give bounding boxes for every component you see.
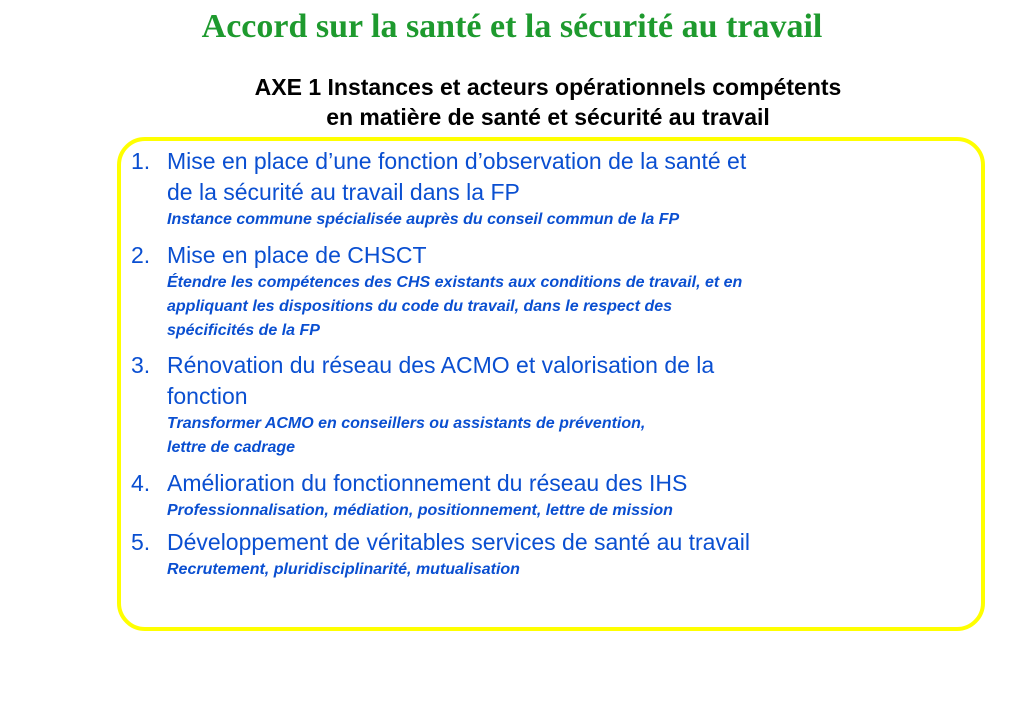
item-description-line: Recrutement, pluridisciplinarité, mutualisation <box>167 561 520 578</box>
list-item <box>131 527 981 582</box>
item-title-line: Rénovation du réseau des ACMO et valorisation de la <box>167 352 715 378</box>
item-title-line: Développement de véritables services de santé au travail <box>167 529 750 555</box>
list-item <box>131 146 981 232</box>
item-description-line: Professionnalisation, médiation, positionnement, lettre de mission <box>167 502 673 519</box>
item-title-line: de la sécurité au travail dans la FP <box>167 179 520 205</box>
item-content <box>167 350 981 460</box>
item-description-line: appliquant les dispositions du code du travail, dans le respect des <box>167 298 673 315</box>
item-number: 2. <box>131 242 151 268</box>
item-content <box>167 146 981 232</box>
item-description-line: Étendre les compétences des CHS existants aux conditions de travail, et en <box>167 274 743 291</box>
item-number: 3. <box>131 352 151 378</box>
item-number: 4. <box>131 470 151 496</box>
item-content <box>167 468 981 523</box>
item-title-line: Mise en place d’une fonction d’observation de la santé et <box>167 148 747 174</box>
item-content <box>167 527 981 582</box>
item-number: 5. <box>131 529 151 555</box>
list-item <box>131 350 981 460</box>
item-title-line: Amélioration du fonctionnement du réseau des IHS <box>167 470 688 496</box>
item-description-line: spécificités de la FP <box>167 322 320 339</box>
subtitle-line-2: en matière de santé et sécurité au travail <box>326 104 770 130</box>
subtitle-line-1: AXE 1 Instances et acteurs opérationnels compétents <box>254 74 842 100</box>
item-title-line: fonction <box>167 383 248 409</box>
item-description-line: Instance commune spécialisée auprès du conseil commun de la FP <box>167 211 680 228</box>
page-title: Accord sur la santé et la sécurité au travail <box>201 8 823 45</box>
item-number: 1. <box>131 148 151 174</box>
measures-list <box>131 146 981 582</box>
list-item <box>131 240 981 343</box>
item-title-line: Mise en place de CHSCT <box>167 242 427 268</box>
item-description-line: lettre de cadrage <box>167 439 296 456</box>
list-item <box>131 468 981 523</box>
section-subtitle <box>0 72 1024 132</box>
item-description-line: Transformer ACMO en conseillers ou assistants de prévention, <box>167 415 646 432</box>
item-content <box>167 240 981 343</box>
